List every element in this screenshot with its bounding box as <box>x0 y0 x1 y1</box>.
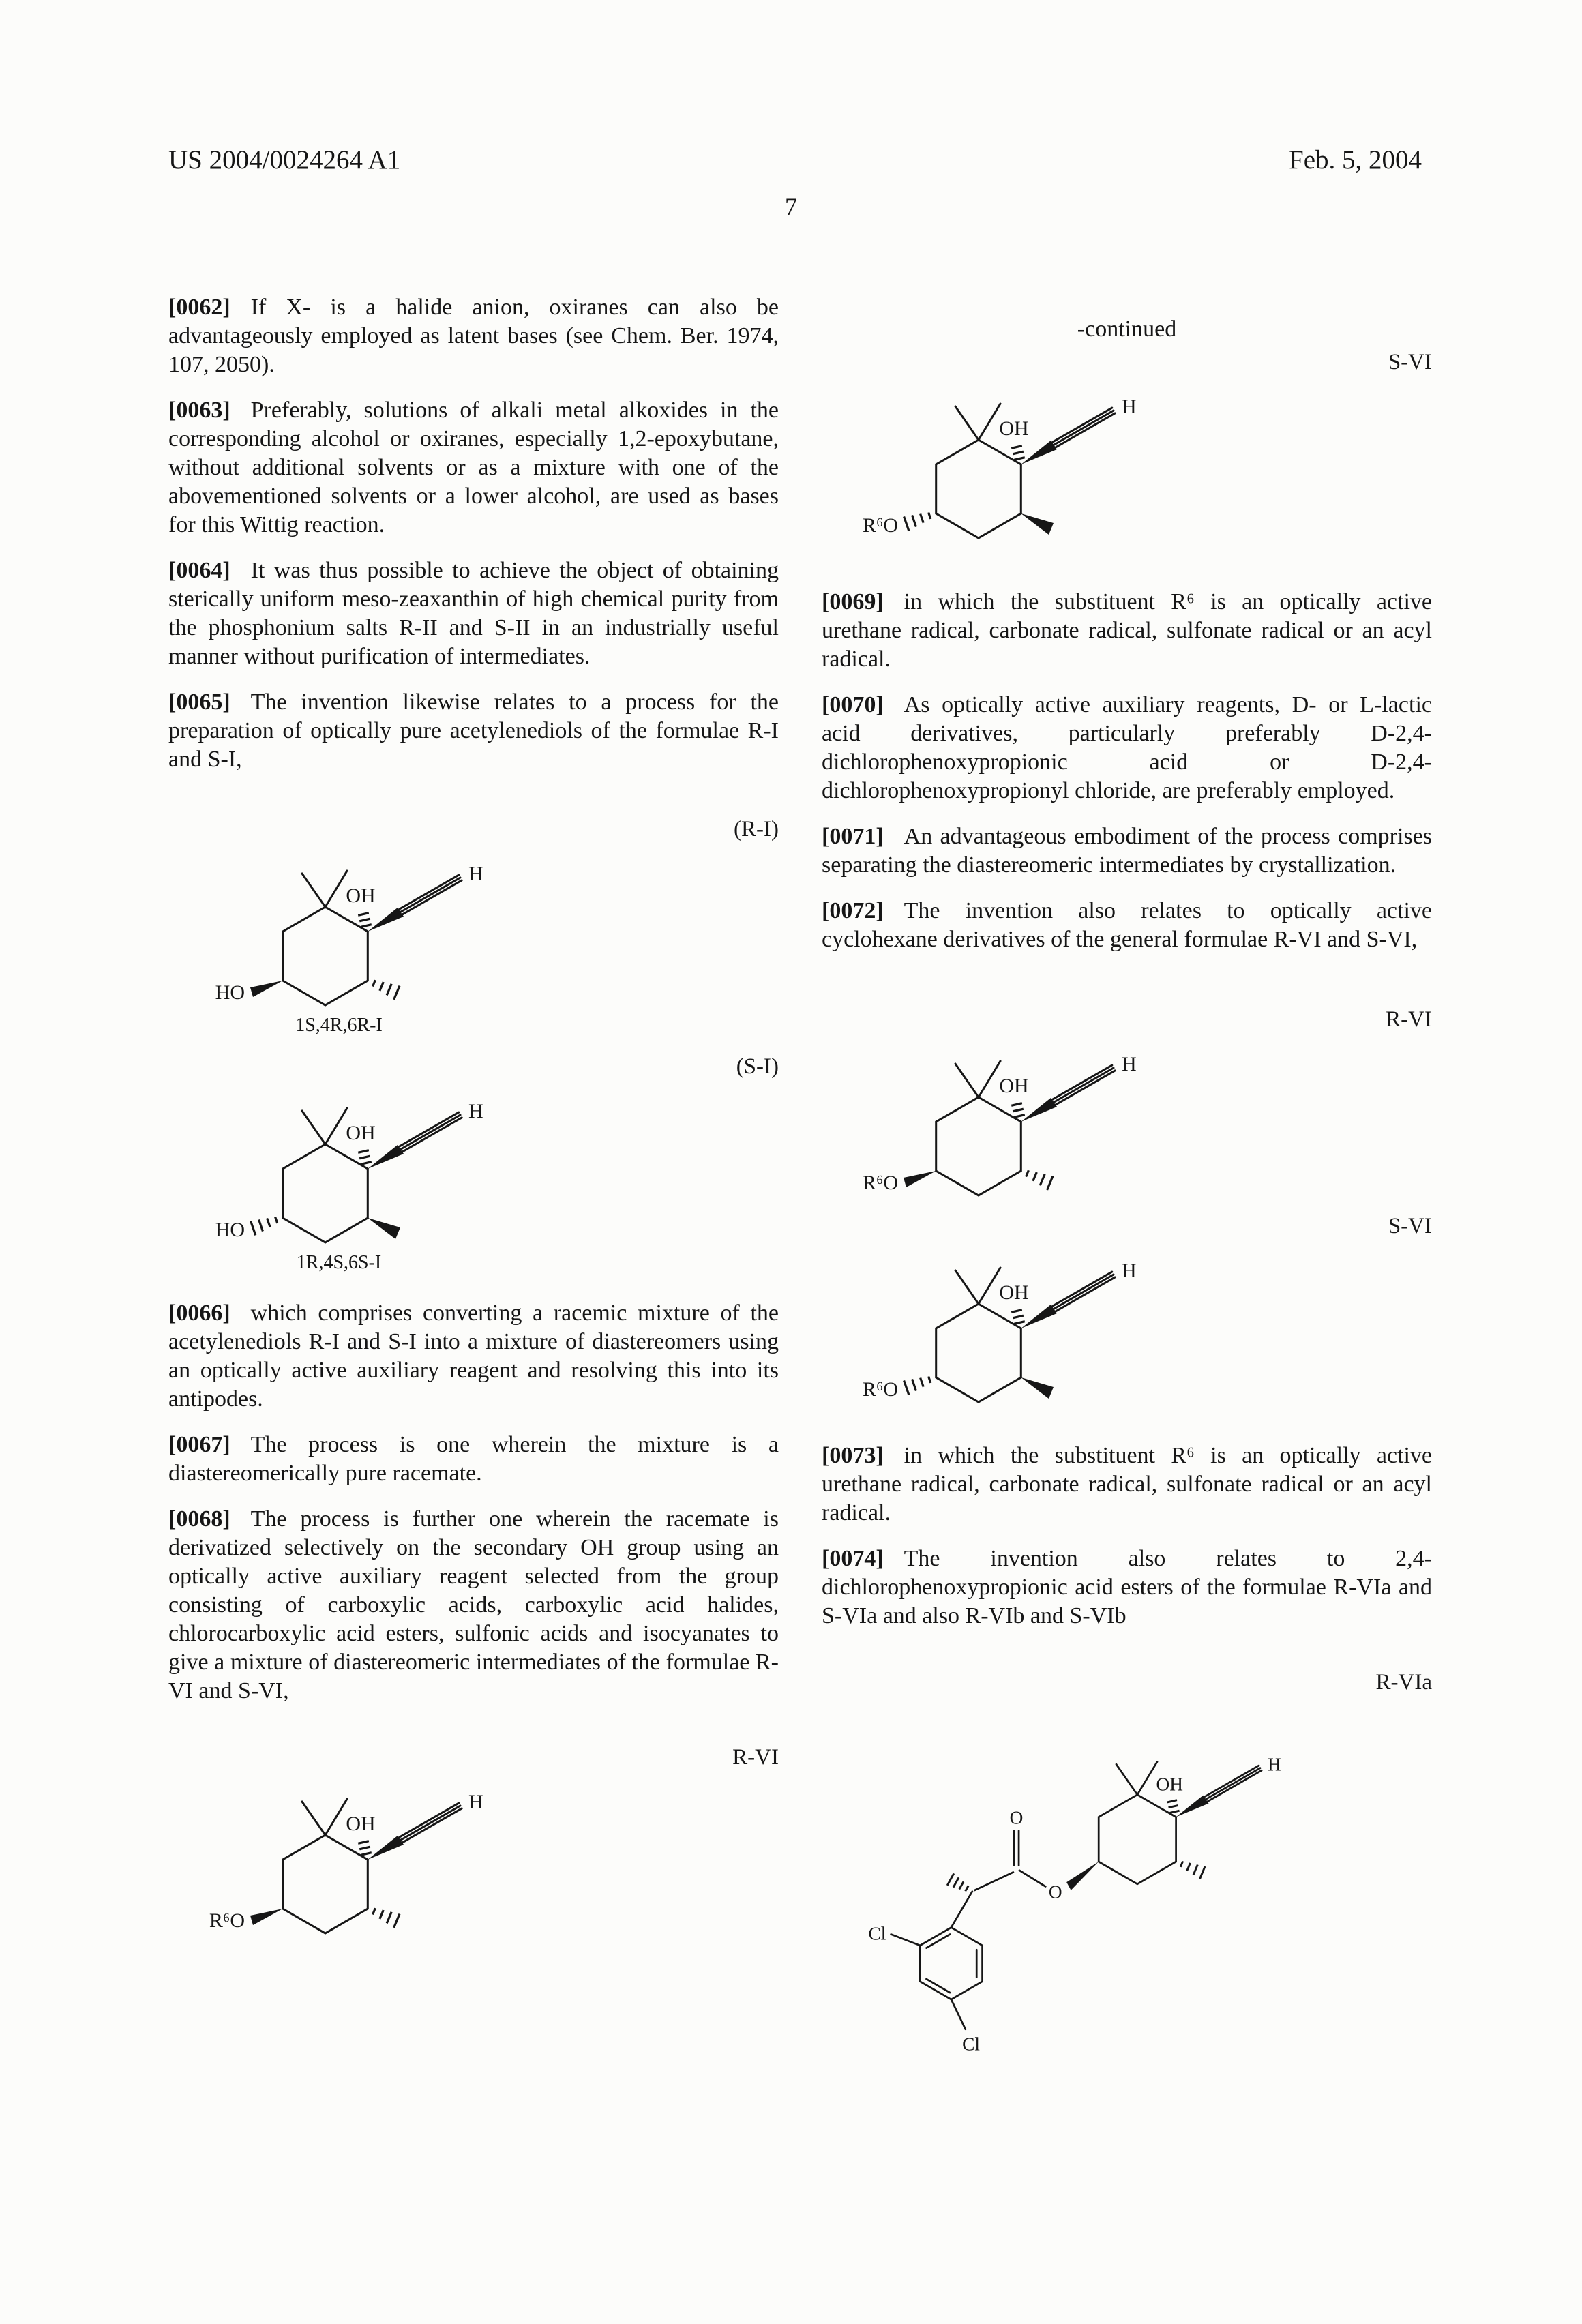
oh-stereo-hashes <box>1011 1103 1025 1118</box>
formula-label-r-i: (R-I) <box>734 817 779 841</box>
chlorine-ortho-label: Cl <box>868 1923 886 1944</box>
cyclohexane-ring <box>283 1835 368 1933</box>
methyl-wedge-bond <box>1021 1377 1054 1399</box>
triple-bond <box>400 1803 462 1843</box>
formula-label-r-vi: R-VI <box>732 1745 779 1770</box>
paragraph-text: The invention also relates to 2,4-dichlorophenoxypropionic acid esters of the formulae R-VIa and S-VIa and also R-VIb and S-VIb <box>822 1546 1432 1628</box>
alkyne-h-label: H <box>468 1791 483 1813</box>
acetylene-wedge-bond <box>1021 1305 1057 1328</box>
paragraph-number: [0063] <box>168 398 230 423</box>
paragraph-number: [0072] <box>822 898 884 923</box>
triple-bond <box>1053 1065 1115 1105</box>
structure-r-vi <box>168 1772 523 1946</box>
hydroxy-substituent-label: HO <box>215 981 245 1004</box>
paragraph-number: [0064] <box>168 558 230 583</box>
cyclohexane-ring <box>936 1304 1021 1402</box>
paragraph-0064 <box>168 556 779 671</box>
oxy-substituent-label: R⁶O <box>862 1172 898 1194</box>
cyclohexane-ring <box>1099 1795 1176 1884</box>
oh-stereo-hashes <box>358 1150 372 1165</box>
acetylene-wedge-bond <box>1021 441 1057 464</box>
formula-label-r-via: R-VIa <box>1375 1670 1432 1695</box>
alkyne-h-label: H <box>1122 1053 1137 1075</box>
methyl-wedge-bond <box>1021 513 1054 535</box>
formula-label-r-vi-2: R-VI <box>1386 1007 1432 1032</box>
cyclohexane-ring <box>283 1144 368 1242</box>
methyl-hash-bond <box>373 980 400 1000</box>
alpha-carbonyl-bond <box>974 1873 1013 1890</box>
paragraph-0072 <box>822 897 1432 954</box>
oxy-hash-bond <box>904 1377 931 1395</box>
alkyne-h-label: H <box>1122 1260 1137 1282</box>
acetylene-wedge-bond <box>368 1836 404 1860</box>
paragraph-number: [0062] <box>168 295 230 320</box>
publication-date: Feb. 5, 2004 <box>1289 145 1422 175</box>
gem-dimethyl-bonds <box>302 1799 347 1835</box>
alpha-methyl-hash-bond <box>947 1873 968 1891</box>
paragraph-number: [0073] <box>822 1443 884 1468</box>
paragraph-text: The process is one wherein the mixture is a diastereomerically pure racemate. <box>168 1432 779 1486</box>
oxy-wedge-bond <box>904 1171 936 1187</box>
carbonyl-oxygen-label: O <box>1009 1807 1024 1828</box>
gem-dimethyl-bonds <box>955 1061 1000 1097</box>
oh-stereo-hashes <box>358 1841 372 1856</box>
oxy-substituent-label: R⁶O <box>862 1378 898 1401</box>
gem-dimethyl-bonds <box>302 1108 347 1144</box>
right-column <box>822 315 1432 2069</box>
structure-s-vi <box>822 376 1176 550</box>
paragraph-0073 <box>822 1442 1432 1528</box>
structure-s-i <box>168 1081 523 1279</box>
methyl-hash-bond <box>373 1908 400 1928</box>
alkyne-h-label: H <box>1122 396 1137 418</box>
paragraph-text: If X- is a halide anion, oxiranes can also be advantageously employed as latent bases (see Chem. Ber. 1974, 107, 2050). <box>168 295 779 377</box>
paragraph-text: An advantageous embodiment of the process comprises separating the diastereomeric intermediates by crystallization. <box>822 824 1432 878</box>
hydroxy-wedge-bond <box>250 981 283 997</box>
triple-bond <box>1053 408 1115 447</box>
triple-bond <box>400 1112 462 1152</box>
left-column <box>168 293 779 1946</box>
paragraph-text: Preferably, solutions of alkali metal alkoxides in the corresponding alcohol or oxiranes, especially 1,2-epoxybutane, without additional solvents or as a mixture with one of the abovementioned solvents or a lower alcohol, are used as bases for this Wittig reaction. <box>168 398 779 537</box>
oxy-hash-bond <box>904 513 931 531</box>
page-header <box>168 145 1422 175</box>
triple-bond <box>1053 1272 1115 1311</box>
oh-stereo-hashes <box>1167 1800 1180 1813</box>
paragraph-number: [0067] <box>168 1432 230 1457</box>
methyl-hash-bond <box>1180 1861 1205 1879</box>
oh-label: OH <box>999 1281 1029 1304</box>
gem-dimethyl-bonds <box>1116 1762 1157 1795</box>
hydroxy-hash-bond <box>251 1217 278 1236</box>
paragraph-0070 <box>822 691 1432 805</box>
paragraph-text: The process is further one wherein the racemate is derivatized selectively on the secondary OH group using an optically active auxiliary reagent selected from the group consisting of carboxylic acids, carboxylic acid halides, chlorocarboxylic acid esters, sulfonic acids and isocyanates to give a mixture of diastereomeric intermediates of the formulae R-VI and S-VI, <box>168 1506 779 1703</box>
cyclohexane-ring <box>936 440 1021 538</box>
cyclohexane-ring <box>936 1097 1021 1195</box>
structure-s-vi-2 <box>822 1240 1176 1414</box>
paragraph-0069 <box>822 588 1432 674</box>
acetylene-wedge-bond <box>368 1145 404 1169</box>
cyclohexane-ring <box>283 907 368 1005</box>
acetylene-wedge-bond <box>368 908 404 932</box>
triple-bond <box>1205 1766 1262 1802</box>
paragraph-number: [0070] <box>822 692 884 717</box>
cl-ortho-bond <box>891 1935 921 1946</box>
acetylene-wedge-bond <box>1021 1098 1057 1122</box>
hydroxy-substituent-label: HO <box>215 1219 245 1241</box>
aromatic-double-bonds <box>927 1935 977 1993</box>
paragraph-0065 <box>168 688 779 774</box>
alkyne-h-label: H <box>1268 1754 1281 1775</box>
structure-r-via-wrap <box>740 1697 1350 2069</box>
alkyne-h-label: H <box>468 1100 483 1122</box>
structure-r-i <box>168 844 523 1041</box>
ester-oxy-wedge-bond <box>1066 1862 1099 1890</box>
oh-label: OH <box>346 1813 376 1835</box>
paragraph-text: in which the substituent R⁶ is an optically active urethane radical, carbonate radical, sulfonate radical or an acyl radical. <box>822 589 1432 672</box>
paragraph-number: [0069] <box>822 589 884 614</box>
cl-para-bond <box>951 1999 966 2029</box>
formula-label-s-vi: S-VI <box>1388 350 1432 374</box>
page-number: 7 <box>785 193 797 220</box>
oxy-wedge-bond <box>250 1909 283 1925</box>
oh-stereo-hashes <box>358 913 372 927</box>
paragraph-0066 <box>168 1299 779 1414</box>
structure-r-via <box>740 1697 1299 2069</box>
paragraph-number: [0065] <box>168 689 230 715</box>
alpha-aryl-bond <box>951 1892 972 1928</box>
paragraph-text: As optically active auxiliary reagents, D- or L-lactic acid derivatives, particularly preferably D-2,4-dichlorophenoxypropionic acid or D-2,4-dichlorophenoxypropionyl chloride, are preferably employed. <box>822 692 1432 803</box>
oh-label: OH <box>1156 1774 1183 1795</box>
oh-stereo-hashes <box>1011 1310 1025 1324</box>
paragraph-0063 <box>168 396 779 539</box>
gem-dimethyl-bonds <box>955 1268 1000 1304</box>
formula-label-s-vi-2: S-VI <box>1388 1214 1432 1238</box>
oh-label: OH <box>346 1122 376 1144</box>
carbonyl-double-bond <box>1014 1831 1019 1866</box>
paragraph-0067 <box>168 1431 779 1488</box>
methyl-hash-bond <box>1026 1170 1053 1190</box>
paragraph-text: which comprises converting a racemic mixture of the acetylenediols R-I and S-I into a mixture of diastereomers using an optically active auxiliary reagent and resolving this into its antipodes. <box>168 1300 779 1412</box>
paragraph-number: [0066] <box>168 1300 230 1326</box>
paragraph-text: in which the substituent R⁶ is an optically active urethane radical, carbonate radical, sulfonate radical or an acyl radical. <box>822 1443 1432 1525</box>
paragraph-text: The invention also relates to optically active cyclohexane derivatives of the general formulae R-VI and S-VI, <box>822 898 1432 952</box>
benzene-ring <box>920 1928 982 2000</box>
chlorine-para-label: Cl <box>962 2034 980 2055</box>
paragraph-number: [0068] <box>168 1506 230 1532</box>
paragraph-0062 <box>168 293 779 379</box>
acetylene-wedge-bond <box>1176 1796 1209 1817</box>
structure-r-vi-2 <box>822 1034 1176 1208</box>
ester-oxygen-label: O <box>1048 1881 1062 1903</box>
oh-label: OH <box>346 884 376 907</box>
ester-c-o-bond <box>1019 1871 1045 1887</box>
formula-label-s-i: (S-I) <box>736 1054 779 1079</box>
paragraph-text: It was thus possible to achieve the object of obtaining sterically uniform meso-zeaxanthin of high chemical purity from the phosphonium salts R-II and S-II in an industrially useful manner without purification of intermediates. <box>168 558 779 669</box>
oh-label: OH <box>999 417 1029 440</box>
paragraph-0068 <box>168 1505 779 1705</box>
paragraph-number: [0071] <box>822 824 884 849</box>
paragraph-text: The invention likewise relates to a process for the preparation of optically pure acetylenediols of the formulae R-I and S-I, <box>168 689 779 772</box>
paragraph-0071 <box>822 822 1432 880</box>
alkyne-h-label: H <box>468 863 483 885</box>
oh-stereo-hashes <box>1011 446 1025 460</box>
triple-bond <box>400 875 462 914</box>
paragraph-number: [0074] <box>822 1546 884 1571</box>
stereo-descriptor-label: 1R,4S,6S-I <box>296 1252 382 1273</box>
continued-label: -continued <box>1077 316 1177 342</box>
oh-label: OH <box>999 1075 1029 1097</box>
gem-dimethyl-bonds <box>302 871 347 907</box>
oxy-substituent-label: R⁶O <box>862 514 898 537</box>
stereo-descriptor-label: 1S,4R,6R-I <box>295 1015 383 1036</box>
paragraph-0074 <box>822 1545 1432 1630</box>
patent-number: US 2004/0024264 A1 <box>168 145 401 175</box>
methyl-wedge-bond <box>368 1218 400 1239</box>
oxy-substituent-label: R⁶O <box>209 1909 245 1932</box>
gem-dimethyl-bonds <box>955 404 1000 440</box>
